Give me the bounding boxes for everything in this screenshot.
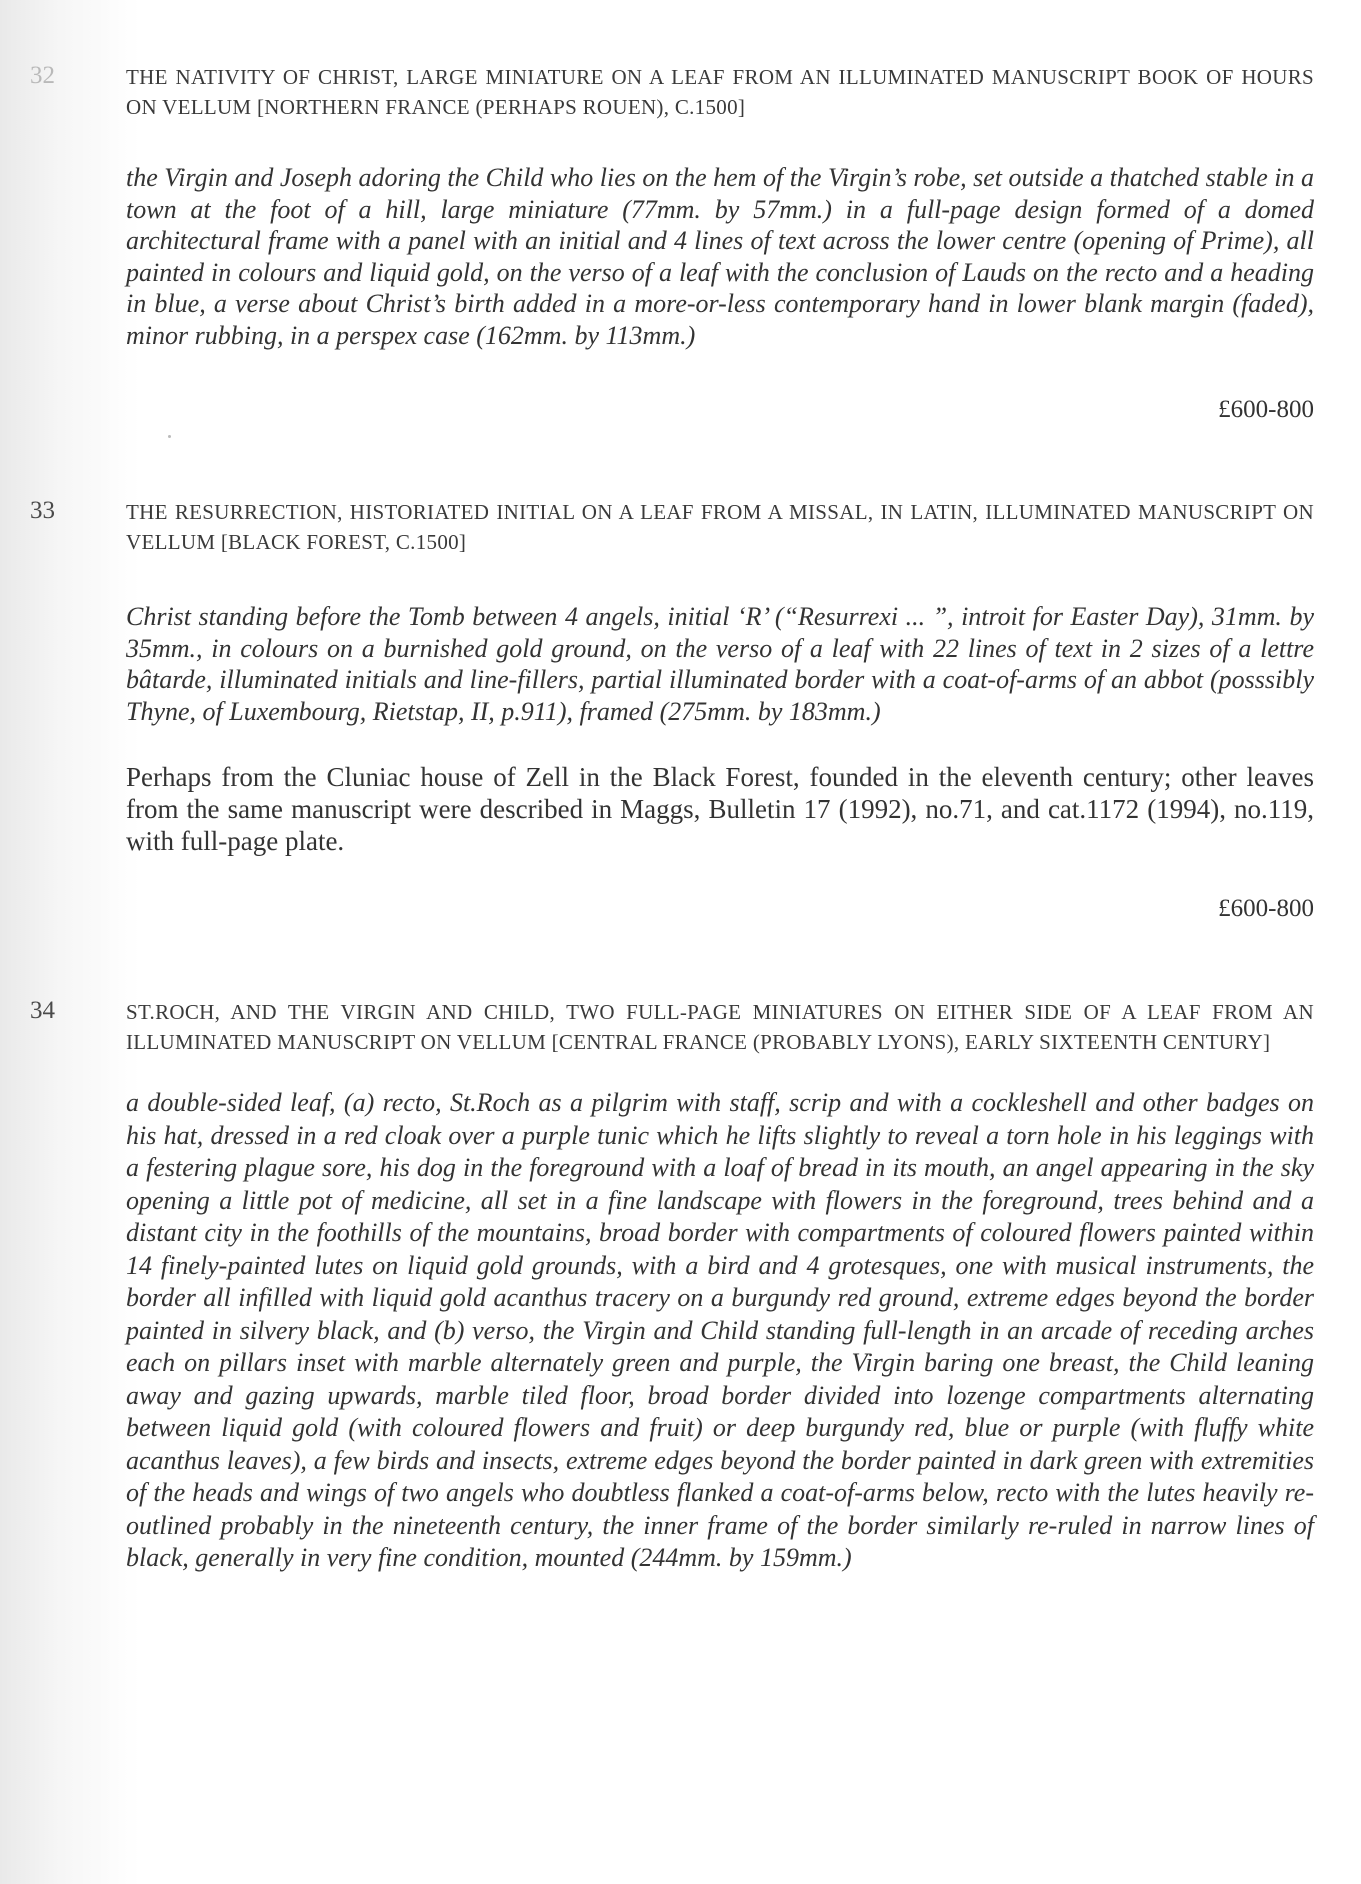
- lot-heading: THE NATIVITY OF CHRIST, LARGE MINIATURE ON A LEAF FROM AN ILLUMINATED MANUSCRIPT BOOK OF HOURS ON VELLUM [NORTHERN FRANCE (PERHAPS ROUEN), C.1500]: [126, 65, 1314, 119]
- lot-heading: ST.ROCH, AND THE VIRGIN AND CHILD, TWO FULL-PAGE MINIATURES ON EITHER SIDE OF A LEAF FROM AN ILLUMINATED MANUSCRIPT ON VELLUM [CENTRAL FRANCE (PROBABLY LYONS), EARLY SIXTEENTH CENTURY]: [126, 1000, 1314, 1054]
- lot-description: Christ standing before the Tomb between 4 angels, initial ‘R’ (“Resurrexi ... ”, introit for Easter Day), 31mm. by 35mm., in colours on a burnished gold ground, on the verso of a leaf with 22 lines of text in 2 sizes of a lettre bâtarde, illuminated initials and line-fillers, partial illuminated border with a coat-of-arms of an abbot (posssibly Thyne, of Luxembourg, Rietstap, II, p.911), framed (275mm. by 183mm.): [126, 602, 1314, 726]
- lot-number: 32: [30, 62, 55, 89]
- lot-note: Perhaps from the Cluniac house of Zell in the Black Forest, founded in the eleventh century; other leaves from the same manuscript were described in Maggs, Bulletin 17 (1992), no.71, and cat.1172 (1994), no.119, with full-page plate.: [126, 762, 1314, 856]
- lot-heading: THE RESURRECTION, HISTORIATED INITIAL ON A LEAF FROM A MISSAL, IN LATIN, ILLUMINATED MANUSCRIPT ON VELLUM [BLACK FOREST, C.1500]: [126, 500, 1314, 554]
- lot-number: 33: [30, 497, 55, 524]
- lot-description: the Virgin and Joseph adoring the Child who lies on the hem of the Virgin’s robe, set outside a thatched stable in a town at the foot of a hill, large miniature (77mm. by 57mm.) in a full-page design formed of a domed architectural frame with a panel with an initial and 4 lines of text across the lower centre (opening of Prime), all painted in colours and liquid gold, on the verso of a leaf with the conclusion of Lauds on the recto and a heading in blue, a verse about Christ’s birth added in a more-or-less contemporary hand in lower blank margin (faded), minor rubbing, in a perspex case (162mm. by 113mm.): [126, 163, 1314, 350]
- speck: [168, 435, 171, 438]
- lot-description: a double-sided leaf, (a) recto, St.Roch as a pilgrim with staff, scrip and with a cockleshell and other badges on his hat, dressed in a red cloak over a purple tunic which he lifts slightly to reveal a torn hole in his leggings with a festering plague sore, his dog in the foreground with a loaf of bread in its mouth, an angel appearing in the sky opening a little pot of medicine, all set in a fine landscape with flowers in the foreground, trees behind and a distant city in the foothills of the mountains, broad border with compartments of coloured flowers painted within 14 finely-painted lutes on liquid gold grounds, with a bird and 4 grotesques, one with musical instruments, the border all infilled with liquid gold acanthus tracery on a burgundy red ground, extreme edges beyond the border painted in silvery black, and (b) verso, the Virgin and Child standing full-length in an arcade of receding arches each on pillars inset with marble alternately green and purple, the Virgin baring one breast, the Child leaning away and gazing upwards, marble tiled floor, broad border divided into lozenge compartments alternating between liquid gold (with coloured flowers and fruit) or deep burgundy red, blue or purple (with fluffy white acanthus leaves), a few birds and insects, extreme edges beyond the border painted in dark green with extremities of the heads and wings of two angels who doubtless flanked a coat-of-arms below, recto with the lutes heavily re-outlined probably in the nineteenth century, the inner frame of the border similarly re-ruled in narrow lines of black, generally in very fine condition, mounted (244mm. by 159mm.): [126, 1088, 1314, 1572]
- lot-number: 34: [30, 997, 55, 1024]
- lot-price: £600-800: [1218, 895, 1314, 922]
- lot-price: £600-800: [1218, 396, 1314, 423]
